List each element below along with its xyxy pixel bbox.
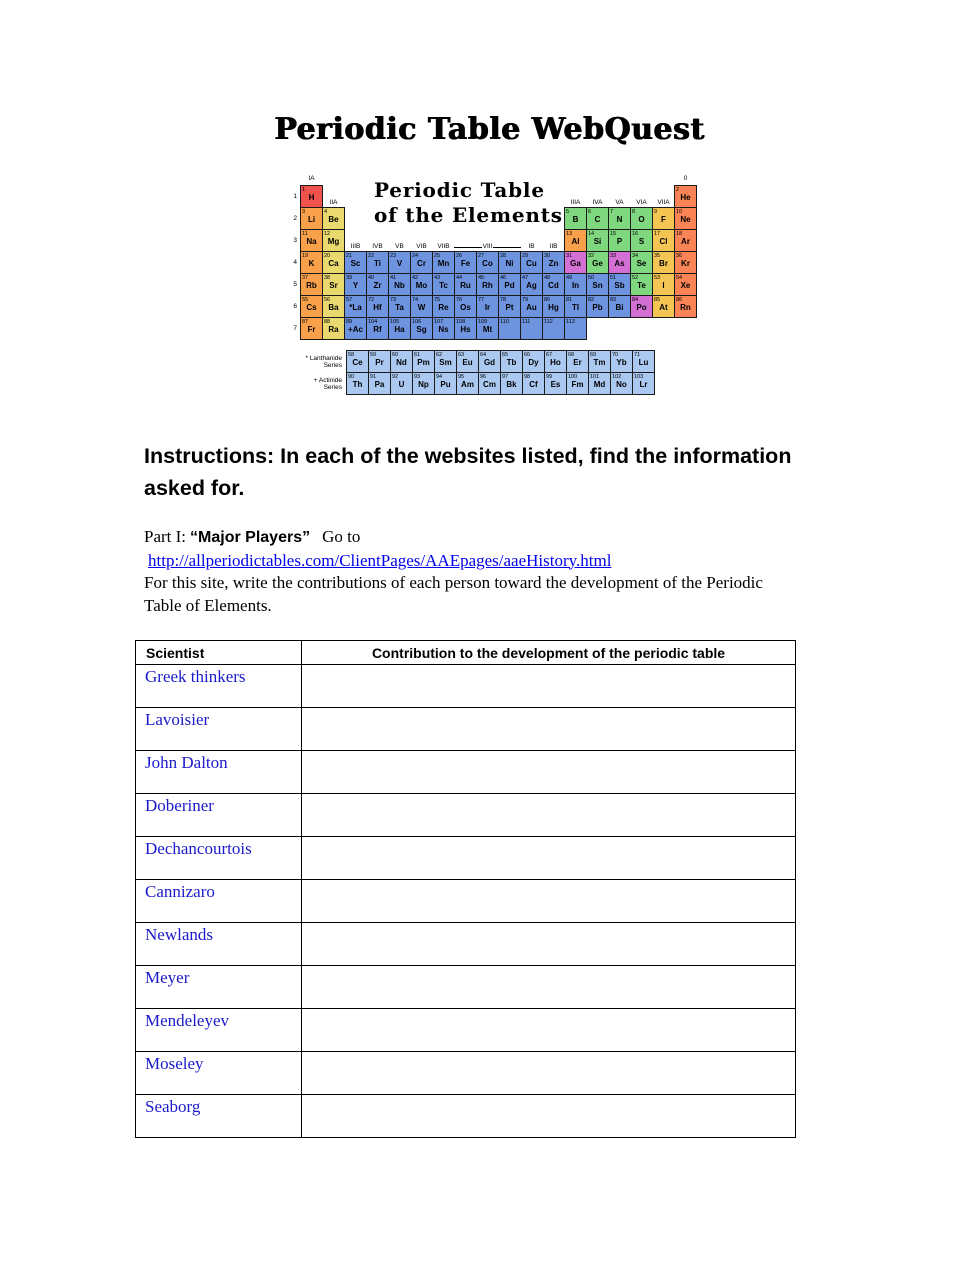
element-Hf: 72 Hf [366,295,389,318]
table-header-row [136,641,796,665]
contribution-cell [302,708,796,751]
element-Kr: 36 Kr [674,251,697,274]
table-row [136,665,796,708]
table-row [136,751,796,794]
scientists-table [135,640,796,1138]
periodic-table-title [374,178,563,228]
scientist-cell [136,837,302,880]
element-Ne: 10 Ne [674,207,697,230]
scientist-link-john-dalton[interactable]: John Dalton [145,753,228,772]
table-row [136,1095,796,1138]
scientist-cell [136,708,302,751]
element-Hg: 80 Hg [542,295,565,318]
scientist-cell [136,794,302,837]
instructions-heading: Instructions: In each of the websites listed, find the information asked for. [144,444,792,500]
element-Pb: 82 Pb [586,295,609,318]
element-Cf: 98 Cf [522,372,545,395]
period-label-2: 2 [293,215,297,222]
contribution-cell [302,966,796,1009]
group-label-VB: VB [395,243,404,250]
element-Sb: 51 Sb [608,273,631,296]
element-Sr: 38 Sr [322,273,345,296]
table-row [136,880,796,923]
element-Ti: 22 Ti [366,251,389,274]
element-Be: 4 Be [322,207,345,230]
element-F: 9 F [652,207,675,230]
group-label-VIA: VIA [636,199,647,206]
element-La: 57 *La [344,295,367,318]
scientist-link-doberiner[interactable]: Doberiner [145,796,214,815]
scientist-link-seaborg[interactable]: Seaborg [145,1097,201,1116]
table-row [136,923,796,966]
group-label-IB: IB [528,243,535,250]
element-Li: 3 Li [300,207,323,230]
scientist-link-lavoisier[interactable]: Lavoisier [145,710,210,729]
element-Nb: 41 Nb [388,273,411,296]
element-Gd: 64 Gd [478,350,501,373]
element-Rf: 104 Rf [366,317,389,340]
element-Te: 52 Te [630,273,653,296]
element-Ag: 47 Ag [520,273,543,296]
element-He: 2 He [674,185,697,208]
element-U: 92 U [390,372,413,395]
scientist-cell [136,966,302,1009]
element-Ta: 73 Ta [388,295,411,318]
element-Ns: 107 Ns [432,317,455,340]
period-label-3: 3 [293,237,297,244]
period-label-1: 1 [293,193,297,200]
element-Rn: 86 Rn [674,295,697,318]
col-header-contribution: Contribution to the development of the periodic table [302,641,796,665]
element-Eu: 63 Eu [456,350,479,373]
element-Cm: 96 Cm [478,372,501,395]
element-At: 85 At [652,295,675,318]
element-Ho: 67 Ho [544,350,567,373]
actinide-series-label: + Actinide Series [313,376,342,391]
element-O: 8 O [630,207,653,230]
group-label-VIB: VIB [416,243,427,250]
scientist-link-meyer[interactable]: Meyer [145,968,190,987]
col-header-scientist: Scientist [136,641,302,665]
period-label-4: 4 [293,259,297,266]
group-label-IIB: IIB [549,243,558,250]
element-V: 23 V [388,251,411,274]
element-Mg: 12 Mg [322,229,345,252]
part1-subtitle: “Major Players” [190,529,311,546]
group-label-VIIB: VIIB [437,243,450,250]
scientist-cell [136,1095,302,1138]
scientist-link-moseley[interactable]: Moseley [145,1054,204,1073]
element-Fe: 26 Fe [454,251,477,274]
pt-title-line1: Periodic Table [374,178,545,202]
element-Ba: 56 Ba [322,295,345,318]
element-Se: 34 Se [630,251,653,274]
group-label-VA: VA [615,199,624,206]
element-Sm: 62 Sm [434,350,457,373]
element-Bk: 97 Bk [500,372,523,395]
table-row [136,1009,796,1052]
element-W: 74 W [410,295,433,318]
scientist-cell [136,751,302,794]
element-Er: 68 Er [566,350,589,373]
element-Md: 101 Md [588,372,611,395]
group-label-IIA: IIA [329,199,338,206]
element-Ru: 44 Ru [454,273,477,296]
scientist-link-newlands[interactable]: Newlands [145,925,213,944]
group-label-IA: IA [308,175,315,182]
pt-title-line2: of the Elements [374,203,563,227]
element-Mt: 109 Mt [476,317,499,340]
element-Cu: 29 Cu [520,251,543,274]
element-Pr: 59 Pr [368,350,391,373]
element-Tm: 69 Tm [588,350,611,373]
element-Ac: 89 +Ac [344,317,367,340]
element-Sn: 50 Sn [586,273,609,296]
element-No: 102 No [610,372,633,395]
element-Co: 27 Co [476,251,499,274]
element-Na: 11 Na [300,229,323,252]
scientist-cell [136,923,302,966]
part1-goto-text: Go to [322,527,361,546]
element-Cr: 24 Cr [410,251,433,274]
element-Tb: 65 Tb [500,350,523,373]
element-Ge: 32 Ge [586,251,609,274]
element-Rh: 45 Rh [476,273,499,296]
table-row [136,708,796,751]
group-label-0: 0 [683,175,688,182]
contribution-cell [302,1095,796,1138]
contribution-cell [302,923,796,966]
group-label-IIIB: IIIB [350,243,361,250]
element-Sc: 21 Sc [344,251,367,274]
element-111: 111 [520,317,543,340]
element-Mn: 25 Mn [432,251,455,274]
element-Si: 14 Si [586,229,609,252]
element-Fr: 87 Fr [300,317,323,340]
scientist-link-dechancourtois[interactable]: Dechancourtois [145,839,252,858]
element-Y: 39 Y [344,273,367,296]
element-Cd: 48 Cd [542,273,565,296]
element-Ra: 88 Ra [322,317,345,340]
scientist-link-greek-thinkers[interactable]: Greek thinkers [145,667,246,686]
element-Au: 79 Au [520,295,543,318]
element-Pd: 46 Pd [498,273,521,296]
lanthanide-series-label: * Lanthanide Series [305,354,342,369]
element-B: 5 B [564,207,587,230]
element-H: 1 H [300,185,323,208]
contribution-cell [302,880,796,923]
element-Xe: 54 Xe [674,273,697,296]
element-I: 53 I [652,273,675,296]
element-Pt: 78 Pt [498,295,521,318]
period-label-5: 5 [293,281,297,288]
element-Pa: 91 Pa [368,372,391,395]
table-row [136,794,796,837]
contribution-cell [302,1052,796,1095]
element-S: 16 S [630,229,653,252]
group-label-IVB: IVB [372,243,383,250]
element-N: 7 N [608,207,631,230]
contribution-cell [302,665,796,708]
periodic-table-figure [288,172,708,404]
element-Es: 99 Es [544,372,567,395]
element-Pu: 94 Pu [434,372,457,395]
element-Th: 90 Th [346,372,369,395]
element-Br: 35 Br [652,251,675,274]
element-Am: 95 Am [456,372,479,395]
element-Cl: 17 Cl [652,229,675,252]
element-C: 6 C [586,207,609,230]
history-url-link[interactable]: http://allperiodictables.com/ClientPages/AAEpages/aaeHistory.html [148,550,612,570]
scientist-cell [136,665,302,708]
group-label-IIIA: IIIA [570,199,581,206]
element-In: 49 In [564,273,587,296]
element-Ca: 20 Ca [322,251,345,274]
period-label-7: 7 [293,325,297,332]
element-P: 15 P [608,229,631,252]
element-Sg: 106 Sg [410,317,433,340]
element-As: 33 As [608,251,631,274]
element-112: 112 [542,317,565,340]
element-Pm: 61 Pm [412,350,435,373]
element-Nd: 60 Nd [390,350,413,373]
element-Np: 93 Np [412,372,435,395]
element-K: 19 K [300,251,323,274]
period-label-6: 6 [293,303,297,310]
group-label-VIIA: VIIA [657,199,670,206]
scientist-link-mendeleyev[interactable]: Mendeleyev [145,1011,230,1030]
part1-description: For this site, write the contributions of each person toward the development of the Periodic Table of Elements. [144,573,763,615]
element-Dy: 66 Dy [522,350,545,373]
contribution-cell [302,794,796,837]
element-Lu: 71 Lu [632,350,655,373]
element-Lr: 103 Lr [632,372,655,395]
element-Ar: 18 Ar [674,229,697,252]
table-row [136,1052,796,1095]
scientist-cell [136,1009,302,1052]
table-row [136,837,796,880]
element-Cs: 55 Cs [300,295,323,318]
element-113: 113 [564,317,587,340]
element-Zr: 40 Zr [366,273,389,296]
element-Rb: 37 Rb [300,273,323,296]
part1-label: Part I: [144,527,187,546]
group-label-VIII: VIII [454,229,521,252]
group-label-IVA: IVA [592,199,603,206]
part1-section [144,526,799,617]
element-Bi: 83 Bi [608,295,631,318]
element-Fm: 100 Fm [566,372,589,395]
element-Po: 84 Po [630,295,653,318]
element-Tl: 81 Tl [564,295,587,318]
element-Ir: 77 Ir [476,295,499,318]
contribution-cell [302,837,796,880]
contribution-cell [302,1009,796,1052]
element-Yb: 70 Yb [610,350,633,373]
element-Hs: 108 Hs [454,317,477,340]
element-Zn: 30 Zn [542,251,565,274]
scientist-cell [136,880,302,923]
element-Tc: 43 Tc [432,273,455,296]
element-110: 110 [498,317,521,340]
element-Os: 76 Os [454,295,477,318]
element-Ha: 105 Ha [388,317,411,340]
table-row [136,966,796,1009]
element-Al: 13 Al [564,229,587,252]
scientist-cell [136,1052,302,1095]
element-Ni: 28 Ni [498,251,521,274]
scientist-link-cannizaro[interactable]: Cannizaro [145,882,215,901]
element-Ce: 58 Ce [346,350,369,373]
document-title: Periodic Table WebQuest [274,112,705,147]
element-Mo: 42 Mo [410,273,433,296]
element-Re: 75 Re [432,295,455,318]
contribution-cell [302,751,796,794]
element-Ga: 31 Ga [564,251,587,274]
